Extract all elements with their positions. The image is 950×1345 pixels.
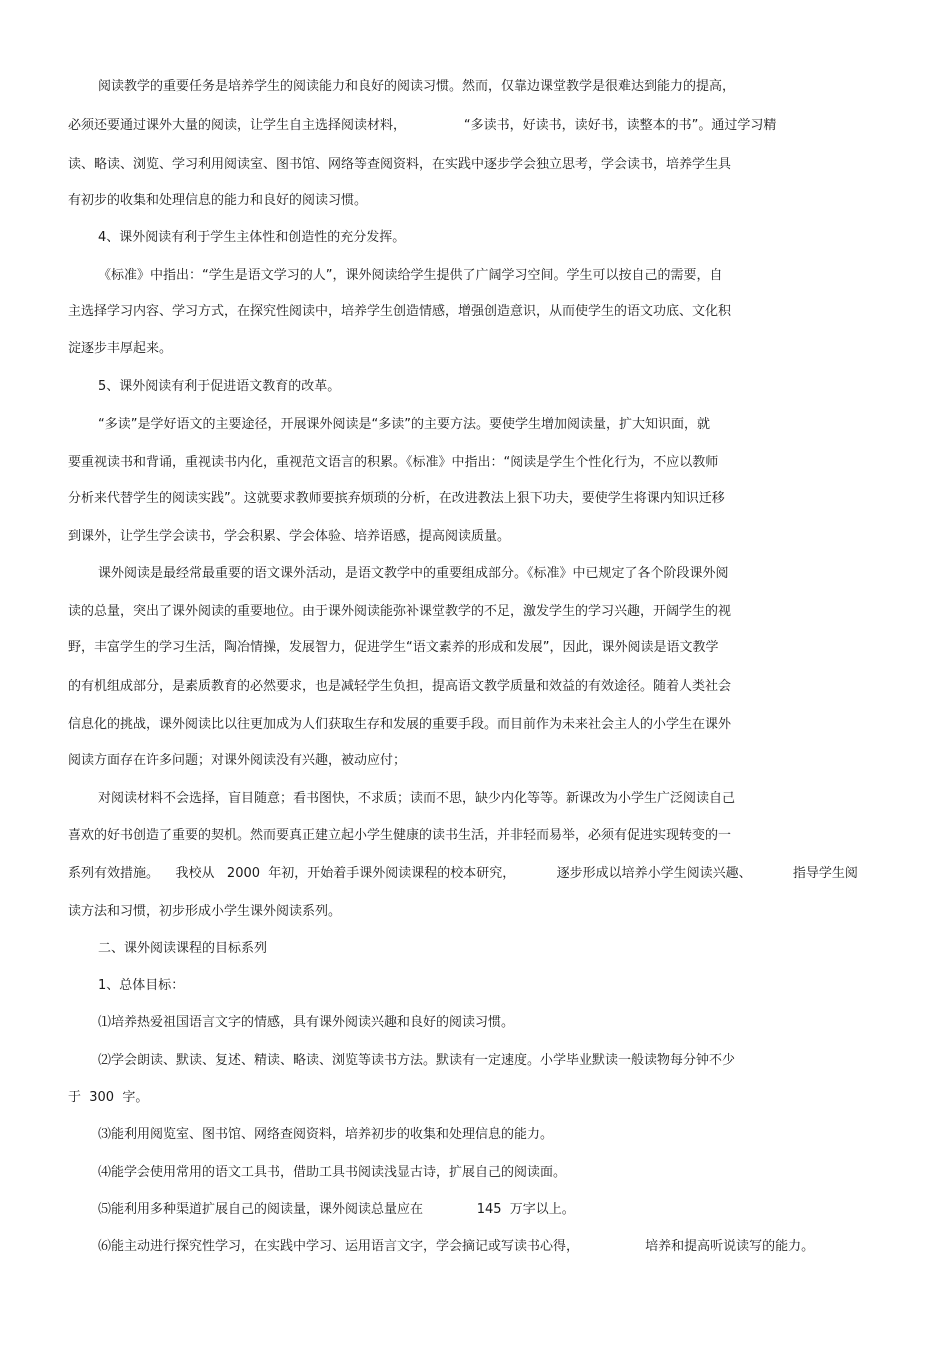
list-item: ⑵学会朗读、默读、复述、精读、略读、浏览等读书方法。默读有一定速度。小学毕业默读一般读物每分钟不少 xyxy=(98,1053,736,1068)
text-line: 系列有效措施。 我校从 2000 年初，开始着手课外阅读课程的校本研究， 逐步形成以培养小学生阅读兴趣、 指导学生阅 xyxy=(68,866,858,881)
text-line: 的有机组成部分，是素质教育的必然要求，也是减轻学生负担，提高语文教学质量和效益的有效途径。随着人类社会 xyxy=(68,679,732,694)
list-item: ⑸能利用多种渠道扩展自己的阅读量，课外阅读总量应在 145 万字以上。 xyxy=(98,1202,575,1217)
text-line: 读、略读、浏览、学习利用阅读室、图书馆、网络等查阅资料，在实践中逐步学会独立思考，学会读书，培养学生具 xyxy=(68,157,732,172)
list-item: ⑴培养热爱祖国语言文字的情感，具有课外阅读兴趣和良好的阅读习惯。 xyxy=(98,1015,515,1030)
text-line: 必须还要通过课外大量的阅读，让学生自主选择阅读材料， “多读书，好读书，读好书，读整本的书”。通过学习精 xyxy=(68,118,777,133)
text-line: 对阅读材料不会选择，盲目随意；看书图快，不求质；读而不思，缺少内化等等。新课改为小学生广泛阅读自己 xyxy=(98,791,736,806)
text-line: “多读”是学好语文的主要途径，开展课外阅读是“多读”的主要方法。要使学生增加阅读量，扩大知识面，就 xyxy=(98,417,710,432)
text-line: 读方法和习惯，初步形成小学生课外阅读系列。 xyxy=(68,904,342,919)
text-line: 阅读方面存在许多问题；对课外阅读没有兴趣，被动应付； xyxy=(68,753,407,768)
text-line: 有初步的收集和处理信息的能力和良好的阅读习惯。 xyxy=(68,193,368,208)
text-line: 要重视读书和背诵，重视读书内化，重视范文语言的积累。《标准》中指出：“阅读是学生个性化行为，不应以教师 xyxy=(68,455,719,470)
text-line: 到课外，让学生学会读书，学会积累、学会体验、培养语感，提高阅读质量。 xyxy=(68,529,511,544)
section-heading: 二、课外阅读课程的目标系列 xyxy=(98,941,268,956)
section-heading: 5、课外阅读有利于促进语文教育的改革。 xyxy=(98,379,341,394)
list-item: ⑷能学会使用常用的语文工具书，借助工具书阅读浅显古诗，扩展自己的阅读面。 xyxy=(98,1165,567,1180)
text-line: 读的总量，突出了课外阅读的重要地位。由于课外阅读能弥补课堂教学的不足，激发学生的学习兴趣，开阔学生的视 xyxy=(68,604,732,619)
text-line: 主选择学习内容、学习方式，在探究性阅读中，培养学生创造情感，增强创造意识，从而使学生的语文功底、文化积 xyxy=(68,304,732,319)
text-line: 信息化的挑战，课外阅读比以往更加成为人们获取生存和发展的重要手段。而目前作为未来社会主人的小学生在课外 xyxy=(68,717,732,732)
list-item: ⑶能利用阅览室、图书馆、网络查阅资料，培养初步的收集和处理信息的能力。 xyxy=(98,1127,554,1142)
text-line: 喜欢的好书创造了重要的契机。然而要真正建立起小学生健康的读书生活，并非轻而易举，必须有促进实现转变的一 xyxy=(68,828,732,843)
subsection-heading: 1、总体目标： xyxy=(98,978,185,993)
text-line: 课外阅读是最经常最重要的语文课外活动，是语文教学中的重要组成部分。《标准》中已规定了各个阶段课外阅 xyxy=(98,566,729,581)
text-line: 于 300 字。 xyxy=(68,1090,149,1105)
text-line: 淀逐步丰厚起来。 xyxy=(68,341,173,356)
list-item: ⑹能主动进行探究性学习，在实践中学习、运用语言文字，学会摘记或写读书心得， 培养和提高听说读写的能力。 xyxy=(98,1239,815,1254)
text-line: 野，丰富学生的学习生活，陶冶情操，发展智力，促进学生“语文素养的形成和发展”，因此，课外阅读是语文教学 xyxy=(68,640,719,655)
section-heading: 4、课外阅读有利于学生主体性和创造性的充分发挥。 xyxy=(98,230,406,245)
text-line: 《标准》中指出：“学生是语文学习的人”，课外阅读给学生提供了广阔学习空间。学生可以按自己的需要，自 xyxy=(98,268,723,283)
text-line: 阅读教学的重要任务是培养学生的阅读能力和良好的阅读习惯。然而，仅靠边课堂教学是很难达到能力的提高， xyxy=(98,79,736,94)
text-line: 分析来代替学生的阅读实践”。这就要求教师要摈弃烦琐的分析，在改进教法上狠下功夫，要使学生将课内知识迁移 xyxy=(68,491,725,506)
